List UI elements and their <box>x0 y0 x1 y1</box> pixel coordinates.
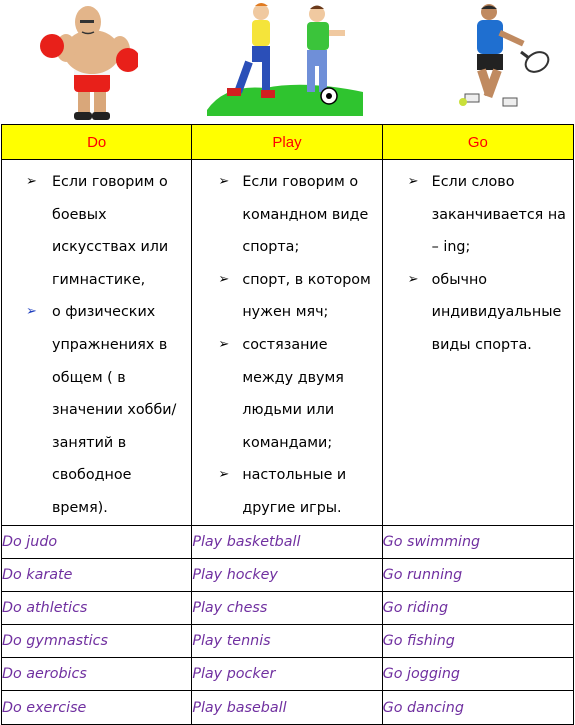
arrow-bullet-icon: ➢ <box>218 336 230 352</box>
example-go: Go fishing <box>382 625 573 658</box>
example-play: Play chess <box>192 591 382 624</box>
example-do: Do exercise <box>2 691 192 724</box>
arrow-bullet-icon: ➢ <box>26 174 37 189</box>
example-row <box>2 658 574 691</box>
rule-item: ➢ состязание между двумя людьми или командами; <box>242 329 379 459</box>
rules-do-list <box>2 160 191 525</box>
header-do: Do <box>2 125 192 160</box>
arrow-bullet-icon: ➢ <box>218 467 230 483</box>
header-play: Play <box>192 125 382 160</box>
boxer-illustration <box>28 0 138 124</box>
example-row <box>2 691 574 724</box>
example-go: Go running <box>382 558 573 591</box>
rules-play-cell <box>192 160 382 526</box>
rule-item: ➢ обычно индивидуальные виды спорта. <box>432 264 571 362</box>
arrow-bullet-icon: ➢ <box>407 174 419 189</box>
example-go: Go riding <box>382 591 573 624</box>
rule-item: ➢ Если слово заканчивается на – ing; <box>432 166 571 264</box>
example-do: Do aerobics <box>2 658 192 691</box>
rules-row <box>2 160 574 526</box>
arrow-bullet-icon: ➢ <box>26 304 37 320</box>
rules-do-cell <box>2 160 192 526</box>
rules-go-list <box>383 160 573 362</box>
rule-item: ➢ Если говорим о командном виде спорта; <box>242 166 379 264</box>
header-row <box>2 125 574 160</box>
header-go: Go <box>382 125 573 160</box>
example-go: Go jogging <box>382 658 573 691</box>
example-row <box>2 625 574 658</box>
example-go: Go dancing <box>382 691 573 724</box>
example-play: Play tennis <box>192 625 382 658</box>
soccer-players-illustration <box>205 0 365 124</box>
tennis-player-illustration <box>455 0 555 124</box>
arrow-bullet-icon: ➢ <box>218 174 230 189</box>
example-go: Go swimming <box>382 525 573 558</box>
arrow-bullet-icon: ➢ <box>218 271 230 287</box>
rule-item: ➢ Если говорим о боевых искусствах или гимнастике, <box>52 166 187 296</box>
example-do: Do karate <box>2 558 192 591</box>
example-do: Do judo <box>2 525 192 558</box>
rules-play-list <box>192 160 381 525</box>
verb-usage-table <box>1 124 574 725</box>
example-row <box>2 558 574 591</box>
arrow-bullet-icon: ➢ <box>407 271 419 287</box>
example-play: Play hockey <box>192 558 382 591</box>
example-row <box>2 591 574 624</box>
rule-item: ➢ настольные и другие игры. <box>242 459 379 524</box>
rule-item: ➢ о физических упражнениях в общем ( в значении хобби/ занятий в свободное время). <box>52 296 187 524</box>
example-do: Do athletics <box>2 591 192 624</box>
rules-go-cell <box>382 160 573 526</box>
example-play: Play basketball <box>192 525 382 558</box>
example-row <box>2 525 574 558</box>
example-play: Play baseball <box>192 691 382 724</box>
rule-item: ➢ спорт, в котором нужен мяч; <box>242 264 379 329</box>
example-do: Do gymnastics <box>2 625 192 658</box>
example-play: Play pocker <box>192 658 382 691</box>
